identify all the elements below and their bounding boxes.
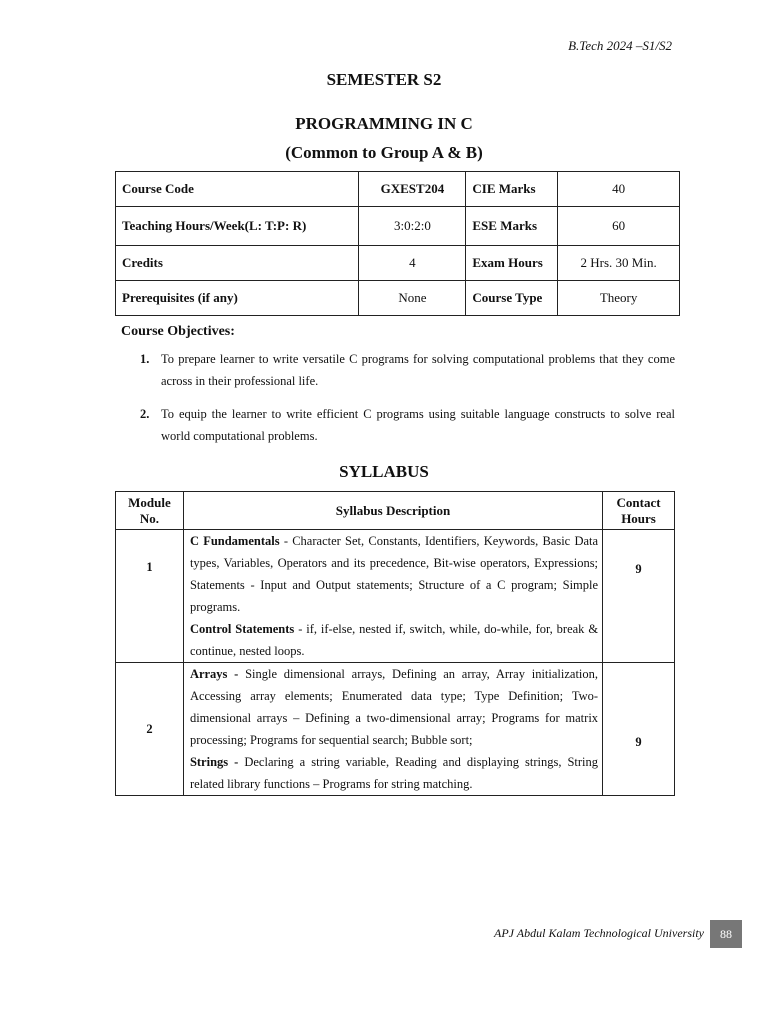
topic-text: Single dimensional arrays, Defining an array, Array initialization, Accessing array elements; Enumerated data type; Type Definition; Two-dimensional arrays – Defining a two-dimensional array; Programs for matrix processing; Programs for sequential search; Bubble sort; [189, 667, 599, 747]
objective-text: To equip the learner to write efficient C programs using suitable language constructs to solve real world computational problems. [161, 407, 675, 443]
module-number: 1 [116, 530, 184, 663]
objective-item [140, 348, 675, 392]
info-value: 40 [558, 172, 680, 207]
objective-item [140, 403, 675, 447]
description-column-header: Syllabus Description [183, 492, 602, 530]
course-info-table [115, 171, 680, 316]
info-value: GXEST204 [359, 172, 466, 207]
topic-title: Strings - [189, 755, 239, 769]
table-row [116, 530, 675, 663]
module-description [183, 530, 602, 663]
info-value: 60 [558, 207, 680, 246]
info-value: None [359, 281, 466, 316]
table-row [116, 663, 675, 796]
module-number: 2 [116, 663, 184, 796]
info-row [116, 207, 680, 246]
footer-university: APJ Abdul Kalam Technological University [494, 926, 704, 940]
info-label: Credits [116, 246, 359, 281]
table-header-row [116, 492, 675, 530]
info-label: Course Code [116, 172, 359, 207]
info-value: 2 Hrs. 30 Min. [558, 246, 680, 281]
topic-title: C Fundamentals [189, 534, 280, 548]
objective-number: 1. [140, 352, 150, 366]
info-row [116, 281, 680, 316]
info-label: ESE Marks [466, 207, 558, 246]
semester-heading: SEMESTER S2 [326, 70, 442, 89]
page-number: 88 [710, 920, 742, 948]
objective-number: 2. [140, 407, 150, 421]
module-column-header: Module No. [116, 492, 184, 530]
info-value: 4 [359, 246, 466, 281]
topic-title: Control Statements [189, 622, 295, 636]
objectives-heading: Course Objectives: [121, 324, 235, 339]
info-row [116, 172, 680, 207]
info-row [116, 246, 680, 281]
info-label: Course Type [466, 281, 558, 316]
topic-title: Arrays - [189, 667, 239, 681]
course-subtitle: (Common to Group A & B) [285, 143, 483, 162]
contact-hours: 9 [603, 663, 675, 796]
info-value: 3:0:2:0 [359, 207, 466, 246]
module-description [183, 663, 602, 796]
topic-text: Declaring a string variable, Reading and displaying strings, String related library functions – Programs for string matching. [189, 755, 599, 791]
info-value: Theory [558, 281, 680, 316]
topic-text: - if, if-else, nested if, switch, while, do-while, for, break & continue, nested loops. [189, 622, 599, 658]
syllabus-heading: SYLLABUS [339, 462, 429, 481]
running-header: B.Tech 2024 –S1/S2 [568, 38, 672, 53]
info-label: Exam Hours [466, 246, 558, 281]
contact-hours: 9 [603, 530, 675, 663]
info-label: CIE Marks [466, 172, 558, 207]
topic-text: - Character Set, Constants, Identifiers, Keywords, Basic Data types, Variables, Operators and its precedence, Bit-wise operators, Expressions; Statements - Input and Output statements; Structure of a C program; Simple programs. [189, 534, 599, 614]
info-label: Prerequisites (if any) [116, 281, 359, 316]
syllabus-table [115, 491, 675, 796]
objective-text: To prepare learner to write versatile C programs for solving computational problems that they come across in their professional life. [161, 352, 675, 388]
hours-column-header: Contact Hours [603, 492, 675, 530]
info-label: Teaching Hours/Week(L: T:P: R) [116, 207, 359, 246]
course-title: PROGRAMMING IN C [295, 114, 473, 133]
